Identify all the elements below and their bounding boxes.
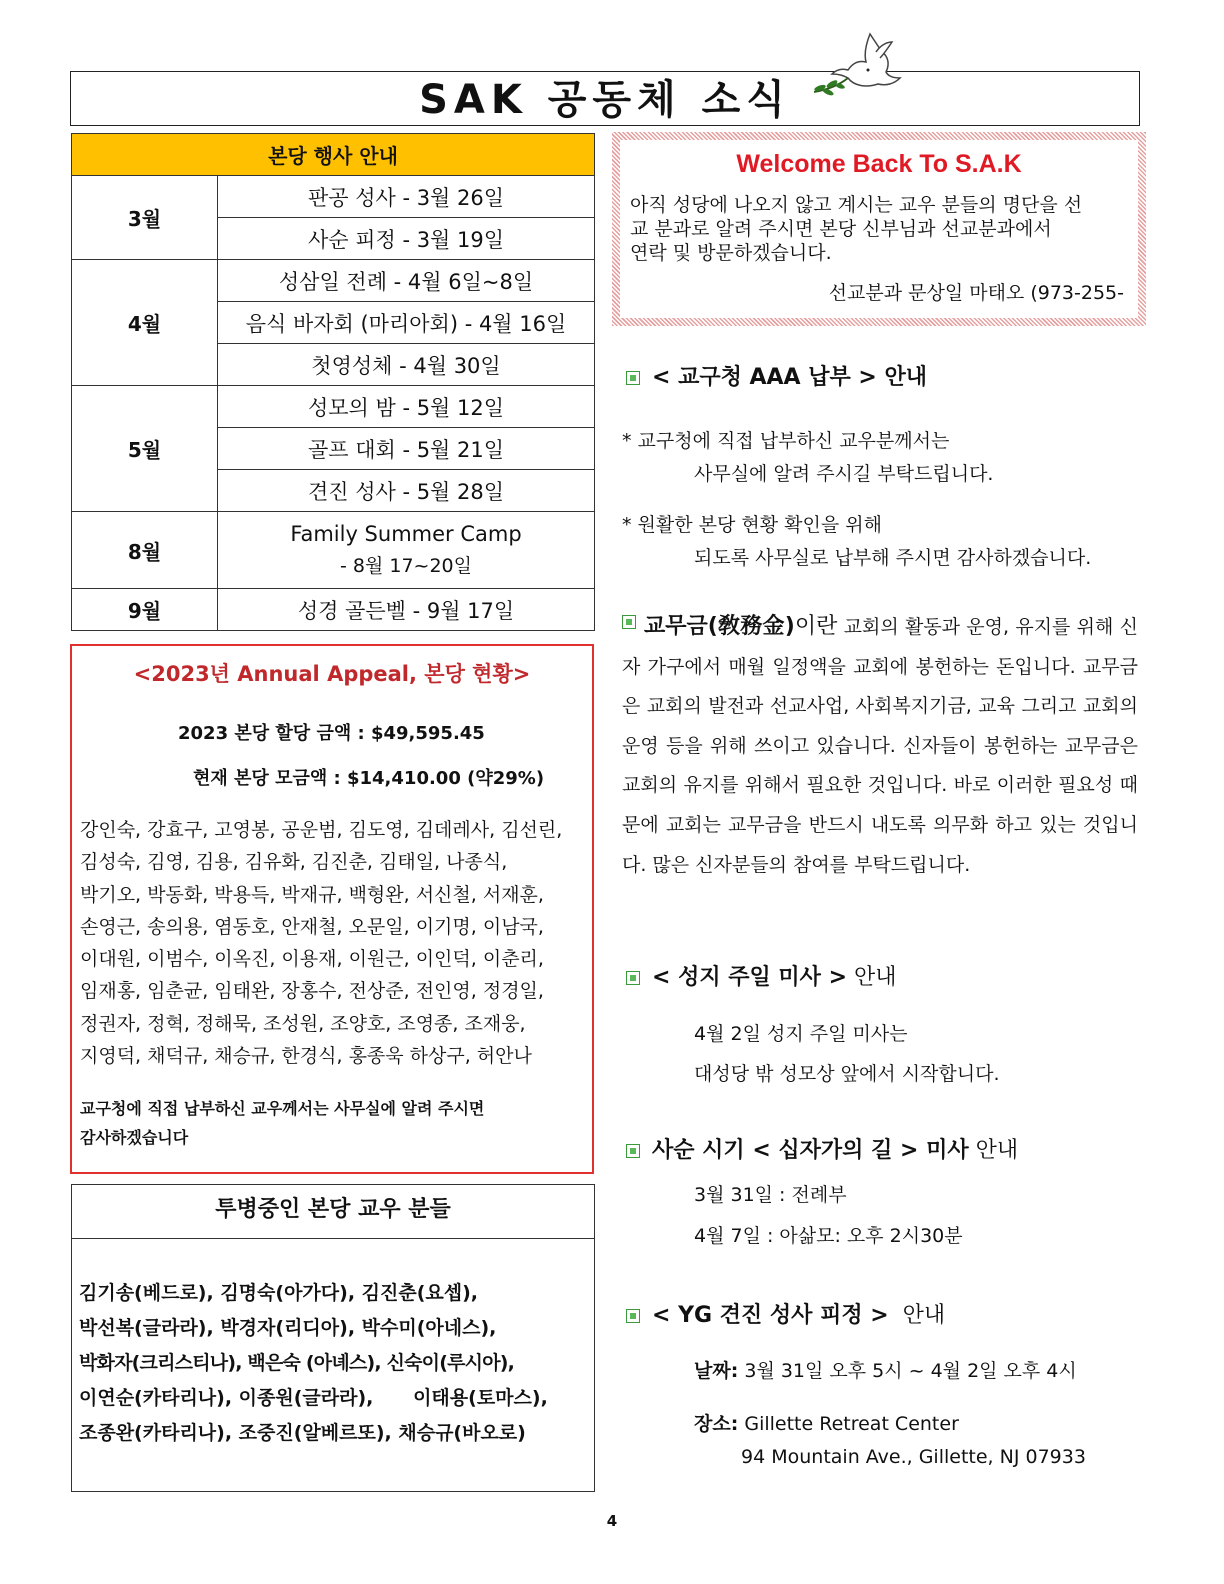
event-item [218,512,595,589]
event-item-date: - 8월 17~20일 [339,555,472,577]
palm-heading [626,960,897,991]
appeal-collected: 현재 본당 모금액 : $14,410.00 (약29%) [193,768,545,789]
sick-line: 박화자(크리스티나), 백은숙 (아녜스), 신숙이(루시아), [79,1352,515,1374]
sick-list [79,1276,591,1451]
events-header: 본당 행사 안내 [72,134,595,176]
dues-body: 교회의 활동과 운영, 유지를 위해 신자 가구에서 매월 일정액을 교회에 봉헌하는 돈입니다. 교무금은 교회의 발전과 선교사업, 사회복지기금, 교육 그리고 교회의 운영 등을 위해 쓰이고 있습니다. 신자들이 봉헌하는 교무금은 교회의 유지를 위해서 필요한 것입니다. 바로 이러한 필요성 때문에 교회는 교무금을 반드시 내도록 의무화 하고 있는 것입니다. 많은 신자분들의 참여를 부탁드립니다. [622,616,1139,876]
appeal-note [80,1094,590,1152]
retreat-date-value: 3월 31일 오후 5시 ~ 4월 2일 오후 4시 [738,1360,1077,1382]
donor-line: 박기오, 박동화, 박용득, 박재규, 백형완, 서신철, 서재훈, [80,883,544,906]
stations-line-2: 4월 7일 : 아삶모: 오후 2시30분 [694,1225,963,1247]
donor-line: 임재홍, 임춘균, 임태완, 장홍수, 전상준, 전인영, 정경일, [80,980,544,1003]
sick-line: 조종완(카타리나), 조중진(알베르또), 채승규(바오로) [79,1422,526,1444]
sick-divider [71,1238,595,1239]
donor-line: 정권자, 정혁, 정해묵, 조성원, 조양호, 조영종, 조재웅, [80,1012,526,1035]
palm-heading-bold: < 성지 주일 미사 > [652,965,848,990]
retreat-date-label: 날짜: [694,1360,739,1382]
aaa-note-2b: 되도록 사무실로 납부해 주시면 감사하겠습니다. [694,547,1092,569]
month-cell: 9월 [72,589,218,631]
aaa-note-1a: * 교구청에 직접 납부하신 교우분께서는 [622,430,950,452]
retreat-address: 94 Mountain Ave., Gillette, NJ 07933 [741,1446,1086,1468]
appeal-note-line: 감사하겠습니다 [80,1128,189,1147]
event-item: 성경 골든벨 - 9월 17일 [218,589,595,631]
event-item: 판공 성사 - 3월 26일 [218,176,595,218]
events-table [71,133,595,631]
event-item: 골프 대회 - 5월 21일 [218,428,595,470]
event-item: 사순 피정 - 3월 19일 [218,218,595,260]
retreat-heading-bold: < YG 견진 성사 피정 > [652,1303,889,1328]
month-cell: 3월 [72,176,218,260]
aaa-heading-text: < 교구청 AAA 납부 > 안내 [652,365,928,390]
aaa-note-2a: * 원활한 본당 현황 확인을 위해 [622,514,882,536]
donor-line: 이대원, 이범수, 이옥진, 이용재, 이원근, 이인덕, 이춘리, [80,948,544,971]
event-item: 성모의 밤 - 5월 12일 [218,386,595,428]
appeal-note-line: 교구청에 직접 납부하신 교우께서는 사무실에 알려 주시면 [80,1099,485,1118]
retreat-date [694,1356,1077,1383]
dove-icon [808,30,903,110]
donor-line: 지영덕, 채덕규, 채승규, 한경식, 홍종욱 하상구, 허안나 [80,1045,532,1068]
stations-heading-plain: 안내 [968,1138,1019,1163]
welcome-line: 교 분과로 알려 주시면 본당 신부님과 선교분과에서 [630,218,1052,240]
event-item: 견진 성사 - 5월 28일 [218,470,595,512]
welcome-line: 아직 성당에 나오지 않고 계시는 교우 분들의 명단을 선 [630,194,1083,216]
welcome-title: Welcome Back To S.A.K [736,150,1022,178]
palm-heading-plain: 안내 [847,965,897,990]
month-cell: 4월 [72,260,218,386]
welcome-line: 연락 및 방문하겠습니다. [630,242,832,264]
bullet-icon [626,1309,640,1323]
dues-term: 교무금(敎務金) [644,614,795,639]
event-item: 첫영성체 - 4월 30일 [218,344,595,386]
sick-line: 박선복(글라라), 박경자(리디아), 박수미(아네스), [79,1317,497,1339]
donor-line: 김성숙, 김영, 김용, 김유화, 김진춘, 김태일, 나종식, [80,851,508,874]
sick-line: 이연순(카타리나), 이종원(글라라), 이태용(토마스), [79,1387,548,1409]
palm-line-1: 4월 2일 성지 주일 미사는 [694,1023,908,1045]
bullet-icon [626,971,640,985]
event-item: 성삼일 전례 - 4월 6일~8일 [218,260,595,302]
page-title: SAK 공동체 소식 [419,77,791,123]
retreat-place-value: Gillette Retreat Center [738,1413,959,1435]
stations-heading [626,1133,1018,1164]
bullet-icon [626,1144,640,1158]
aaa-note-1b: 사무실에 알려 주시길 부탁드립니다. [694,463,994,485]
donor-names [80,814,592,1072]
dues-particle: 이란 [794,614,838,639]
month-cell: 5월 [72,386,218,512]
sick-title: 투병중인 본당 교우 분들 [215,1197,451,1222]
welcome-signature: 선교분과 문상일 마태오 (973-255- [828,282,1124,304]
palm-line-2: 대성당 밖 성모상 앞에서 시작합니다. [694,1063,1000,1085]
appeal-assigned: 2023 본당 할당 금액 : $49,595.45 [178,723,485,744]
welcome-body [630,193,1130,265]
retreat-place [694,1409,959,1436]
retreat-heading [626,1298,945,1329]
bullet-icon [622,615,636,629]
bullet-icon [626,371,640,385]
donor-line: 강인숙, 강효구, 고영봉, 공운범, 김도영, 김데레사, 김선린, [80,819,563,841]
retreat-place-label: 장소: [694,1413,739,1435]
appeal-title: <2023년 Annual Appeal, 본당 현황> [133,662,531,686]
event-item: 음식 바자회 (마리아회) - 4월 16일 [218,302,595,344]
sick-line: 김기송(베드로), 김명숙(아가다), 김진춘(요셉), [79,1282,479,1304]
retreat-heading-plain: 안내 [888,1303,946,1328]
stations-heading-bold: 사순 시기 < 십자가의 길 > 미사 [652,1138,969,1163]
month-cell: 8월 [72,512,218,589]
dues-paragraph [622,607,1138,885]
event-item-name: Family Summer Camp [290,522,522,546]
donor-line: 손영근, 송의용, 염동호, 안재철, 오문일, 이기명, 이남국, [80,915,544,938]
stations-line-1: 3월 31일 : 전례부 [694,1184,847,1206]
page-number: 4 [606,1512,618,1530]
aaa-heading [626,360,927,391]
